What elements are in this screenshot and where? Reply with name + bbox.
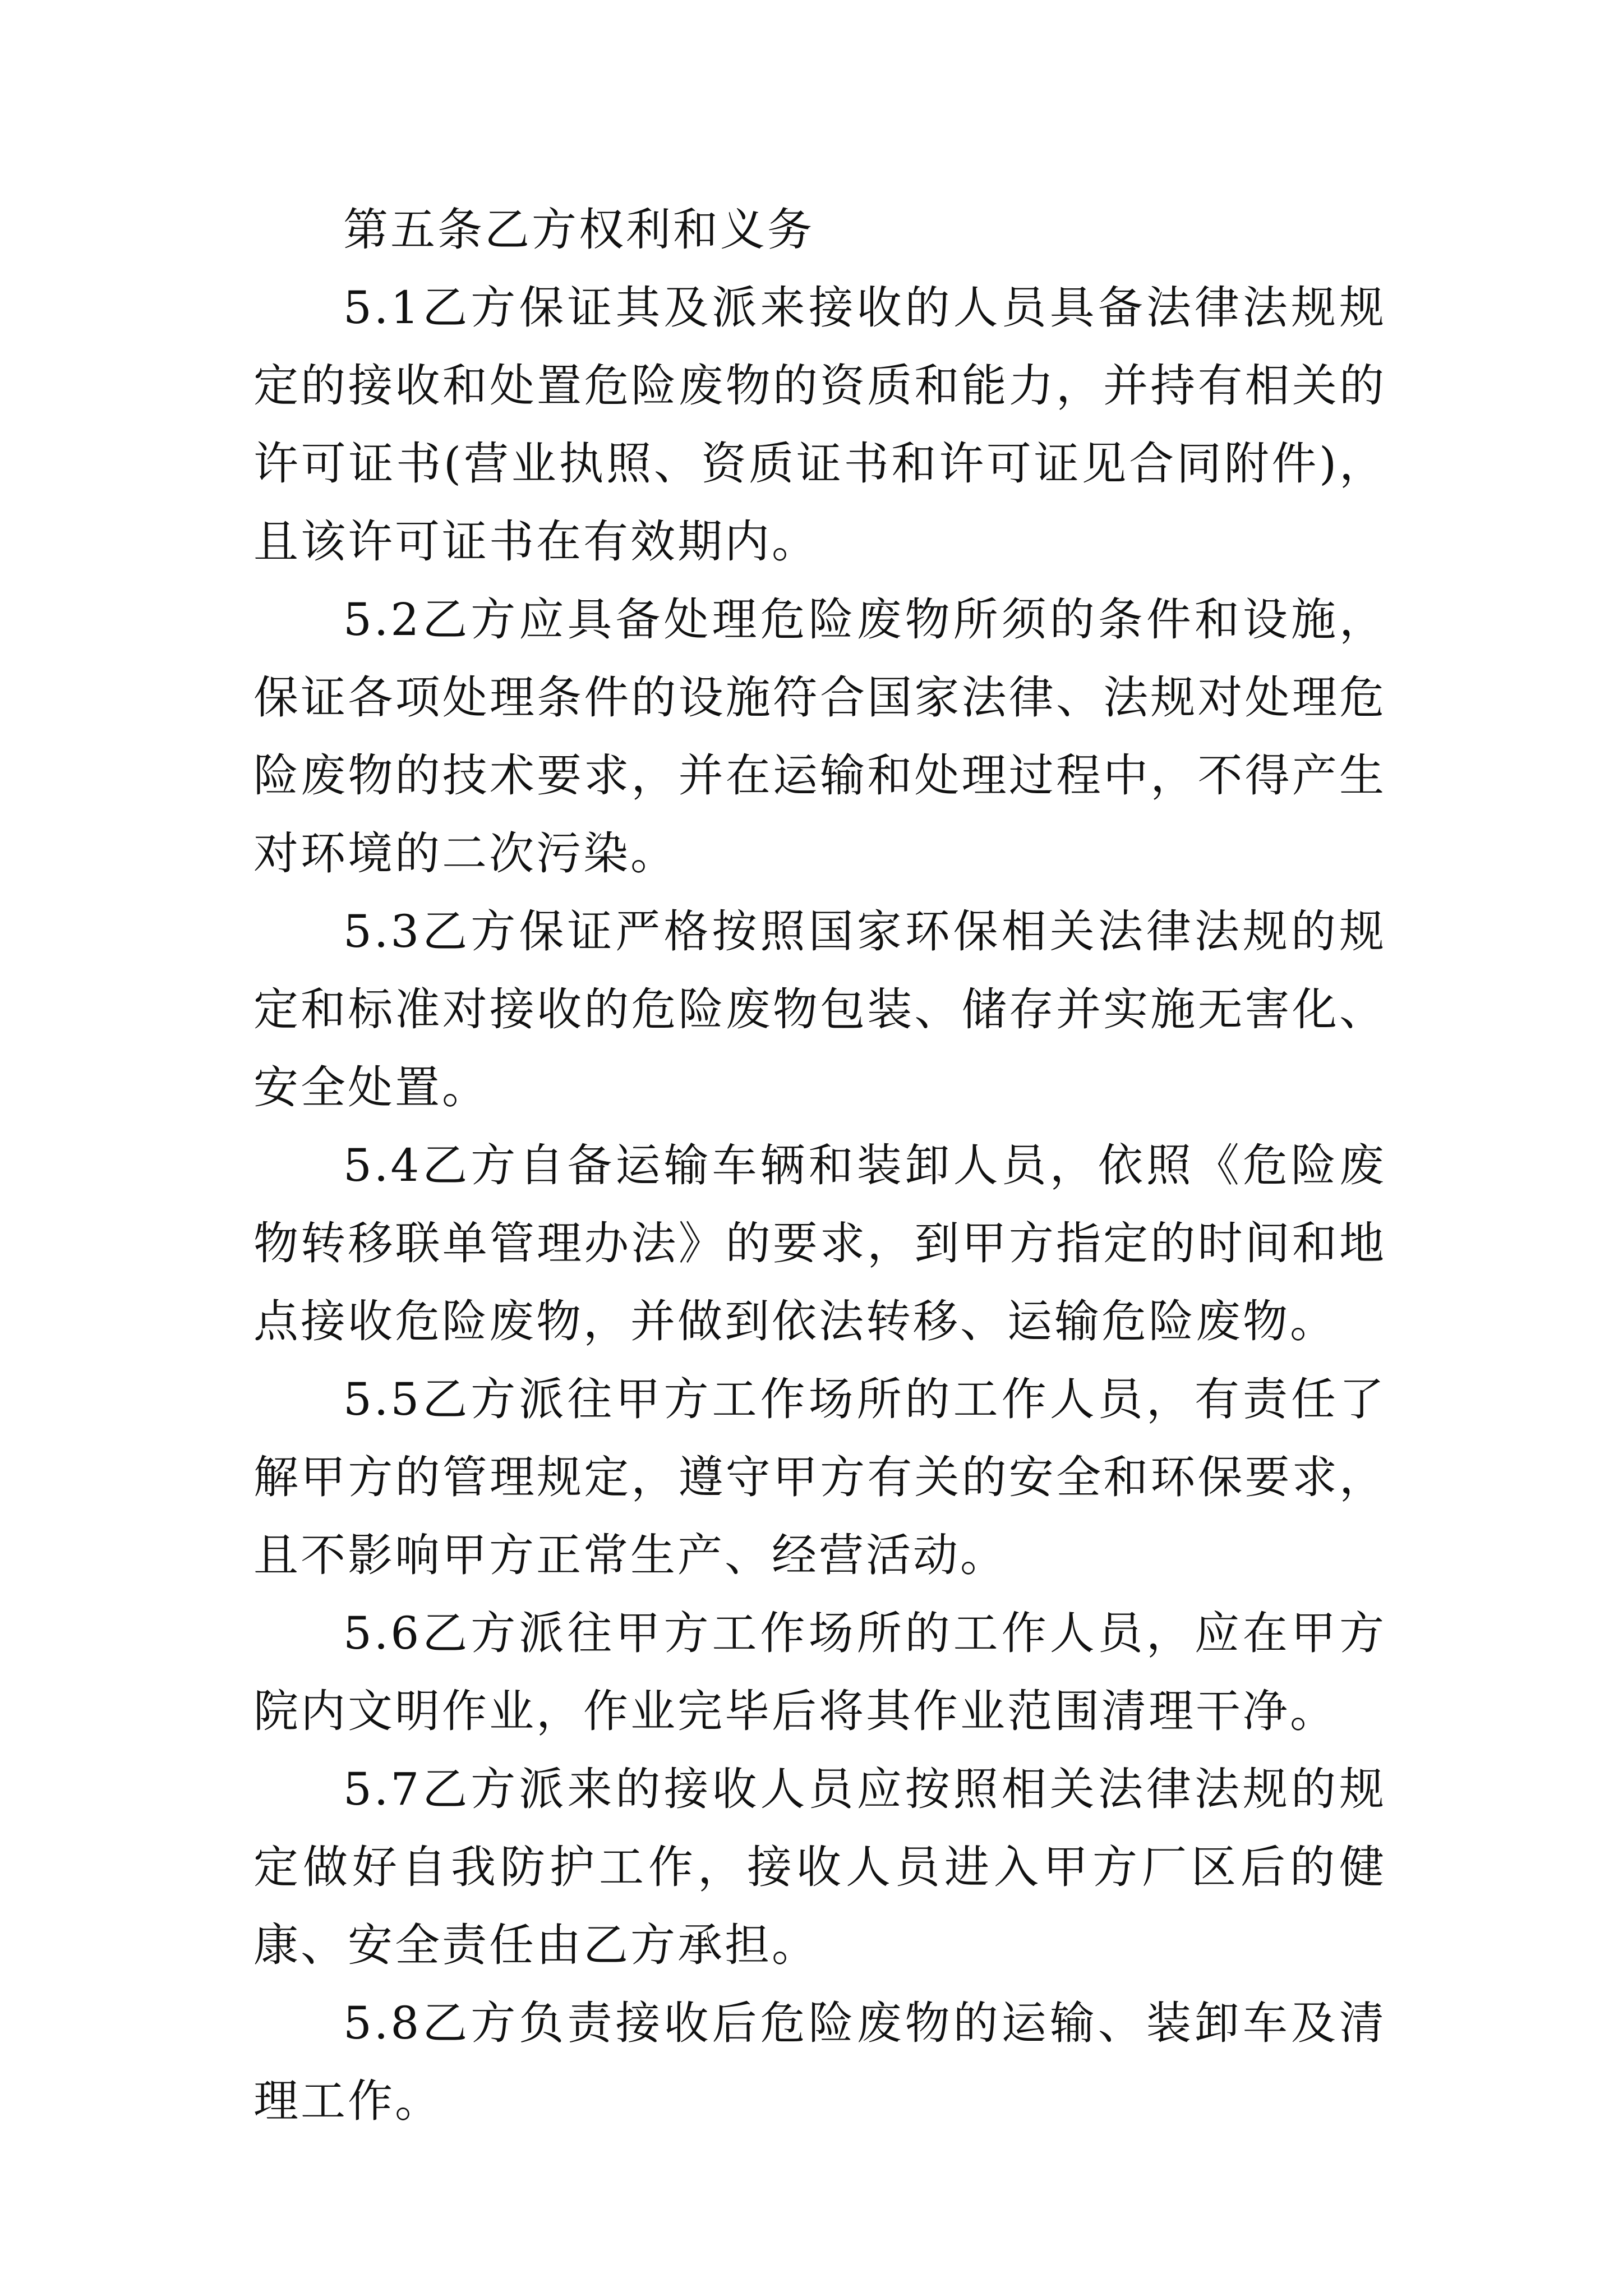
clause-5-3: 5.3乙方保证严格按照国家环保相关法律法规的规定和标准对接收的危险废物包装、储存并实施无害化、安全处置。 xyxy=(253,905,1386,1114)
clause-5-8: 5.8乙方负责接收后危险废物的运输、装卸车及清理工作。 xyxy=(253,1997,1386,2127)
clause-5-7: 5.7乙方派来的接收人员应按照相关法律法规的规定做好自我防护工作，接收人员进入甲方厂区后的健康、安全责任由乙方承担。 xyxy=(253,1763,1386,1971)
section-title: 第五条乙方权利和义务 xyxy=(343,204,814,256)
clause-5-6: 5.6乙方派往甲方工作场所的工作人员，应在甲方院内文明作业，作业完毕后将其作业范围清理干净。 xyxy=(253,1607,1386,1737)
clause-5-4: 5.4乙方自备运输车辆和装卸人员，依照《危险废物转移联单管理办法》的要求，到甲方指定的时间和地点接收危险废物，并做到依法转移、运输危险废物。 xyxy=(253,1139,1386,1347)
clause-5-5: 5.5乙方派往甲方工作场所的工作人员，有责任了解甲方的管理规定，遵守甲方有关的安全和环保要求，且不影响甲方正常生产、经营活动。 xyxy=(253,1373,1386,1581)
clause-5-2: 5.2乙方应具备处理危险废物所须的条件和设施，保证各项处理条件的设施符合国家法律、法规对处理危险废物的技术要求，并在运输和处理过程中，不得产生对环境的二次污染。 xyxy=(253,593,1386,880)
document-body xyxy=(253,191,1386,2140)
clause-5-1: 5.1乙方保证其及派来接收的人员具备法律法规规定的接收和处置危险废物的资质和能力，并持有相关的许可证书(营业执照、资质证书和许可证见合同附件)，且该许可证书在有效期内。 xyxy=(253,282,1386,568)
